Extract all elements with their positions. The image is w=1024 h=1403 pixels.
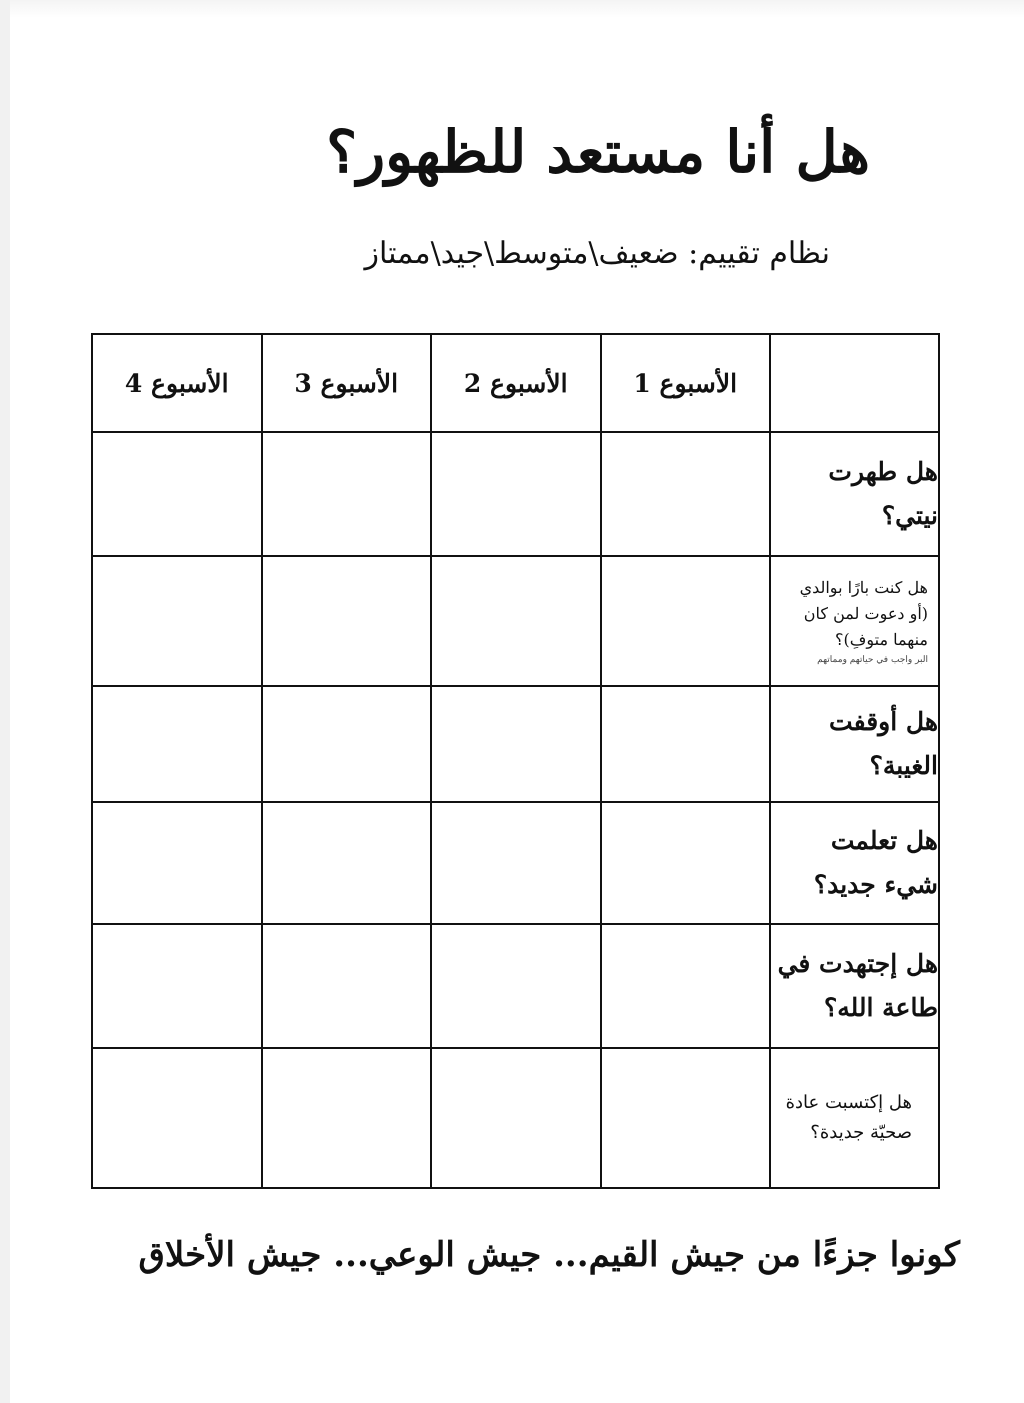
rating-cell-week-2[interactable] (431, 556, 601, 686)
table-row (92, 802, 939, 924)
table-row (92, 432, 939, 556)
rating-cell-week-4[interactable] (92, 924, 262, 1048)
table-header-row (92, 334, 939, 432)
rating-cell-week-1[interactable] (601, 432, 771, 556)
rating-cell-week-1[interactable] (601, 1048, 771, 1188)
question-note: البر واجب في حياتهم ومماتهم (817, 655, 928, 665)
rating-cell-week-4[interactable] (92, 432, 262, 556)
table-row (92, 1048, 939, 1188)
corner-cell (770, 334, 939, 432)
weekly-tracker-table (91, 333, 940, 1189)
table-row (92, 924, 939, 1048)
rating-cell-week-4[interactable] (92, 802, 262, 924)
rating-cell-week-2[interactable] (431, 802, 601, 924)
rating-cell-week-1[interactable] (601, 556, 771, 686)
rating-cell-week-3[interactable] (262, 802, 432, 924)
week-4-header: الأسبوع 4 (92, 334, 262, 432)
rating-cell-week-4[interactable] (92, 556, 262, 686)
rating-cell-week-2[interactable] (431, 1048, 601, 1188)
rating-cell-week-4[interactable] (92, 686, 262, 802)
rating-cell-week-3[interactable] (262, 686, 432, 802)
rating-cell-week-3[interactable] (262, 924, 432, 1048)
rating-cell-week-3[interactable] (262, 1048, 432, 1188)
rating-cell-week-2[interactable] (431, 432, 601, 556)
question-cell: هل تعلمت شيء جديد؟ (770, 802, 939, 924)
question-text: هل كنت بارًا بوالدي (أو دعوت لمن كان منهما متوفِ)؟ (799, 578, 928, 649)
rating-cell-week-1[interactable] (601, 802, 771, 924)
rating-cell-week-3[interactable] (262, 556, 432, 686)
rating-cell-week-1[interactable] (601, 924, 771, 1048)
rating-cell-week-3[interactable] (262, 432, 432, 556)
page-edge (0, 0, 10, 1403)
rating-system-label: نظام تقييم: ضعيف\متوسط\جيد\ممتاز (364, 236, 830, 271)
question-cell: هل طهرت نيتي؟ (770, 432, 939, 556)
footer-slogan: كونوا جزءًا من جيش القيم... جيش الوعي... جيش الأخلاق (138, 1235, 960, 1275)
week-1-header: الأسبوع 1 (601, 334, 771, 432)
page-title: هل أنا مستعد للظهور؟ (326, 118, 870, 186)
page-top-shadow (10, 0, 1024, 18)
question-cell: هل أوقفت الغيبة؟ (770, 686, 939, 802)
rating-cell-week-4[interactable] (92, 1048, 262, 1188)
table-row (92, 556, 939, 686)
question-cell: هل إجتهدت في طاعة الله؟ (770, 924, 939, 1048)
week-2-header: الأسبوع 2 (431, 334, 601, 432)
rating-cell-week-1[interactable] (601, 686, 771, 802)
rating-cell-week-2[interactable] (431, 924, 601, 1048)
question-cell (770, 556, 939, 686)
week-3-header: الأسبوع 3 (262, 334, 432, 432)
rating-cell-week-2[interactable] (431, 686, 601, 802)
table-row (92, 686, 939, 802)
question-cell: هل إكتسبت عادة صحيّة جديدة؟ (770, 1048, 939, 1188)
